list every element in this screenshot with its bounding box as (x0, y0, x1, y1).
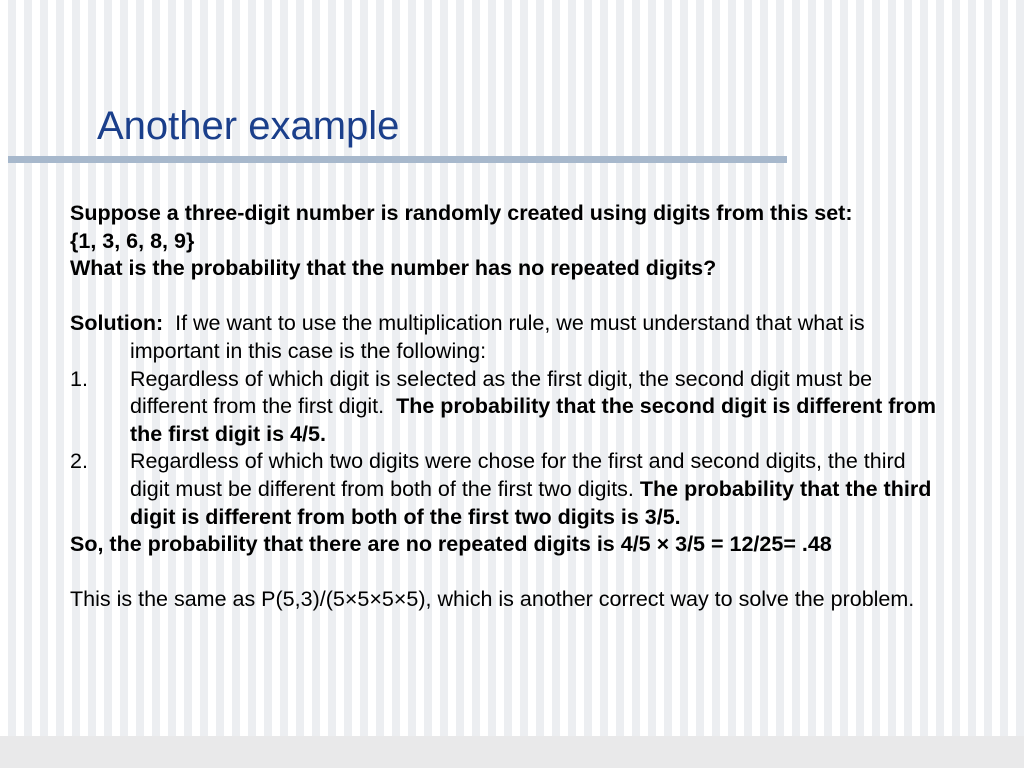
slide-title: Another example (97, 104, 400, 148)
paragraph-gap (70, 283, 940, 311)
list-item-1-text: Regardless of which digit is selected as the first digit, the second digit must be different from the first digit. (130, 366, 873, 419)
alternative-method: This is the same as P(5,3)/(5×5×5×5), which is another correct way to solve the problem. (70, 587, 915, 612)
problem-statement: Suppose a three-digit number is randomly created using digits from this set: (70, 201, 853, 225)
solution-paragraph (70, 310, 940, 365)
list-item-1 (70, 366, 940, 449)
solution-label: Solution: (70, 311, 164, 336)
list-item-1-conclusion: The probability that the second digit is different from the first digit is 4/5. (130, 394, 937, 446)
list-number-1: 1. (70, 366, 88, 391)
final-probability: So, the probability that there are no repeated digits is 4/5 × 3/5 = 12/25= .48 (70, 532, 832, 557)
solution-intro: If we want to use the multiplication rule, we must understand that what is important in this case is the following: (130, 311, 865, 363)
paragraph-gap (70, 559, 940, 587)
slide-body (70, 200, 940, 614)
footer-strip (0, 736, 1024, 768)
list-number-2: 2. (70, 449, 88, 474)
list-item-2 (70, 448, 940, 531)
problem-question: What is the probability that the number has no repeated digits? (70, 256, 717, 281)
digit-set: {1, 3, 6, 8, 9} (70, 228, 195, 253)
title-underline (8, 156, 787, 163)
list-item-2-conclusion: The probability that the third digit is different from both of the first two digits is 3/5. (130, 476, 932, 529)
list-item-2-text: Regardless of which two digits were chose for the first and second digits, the third digit must be different from both of the first two digits. (130, 449, 906, 501)
